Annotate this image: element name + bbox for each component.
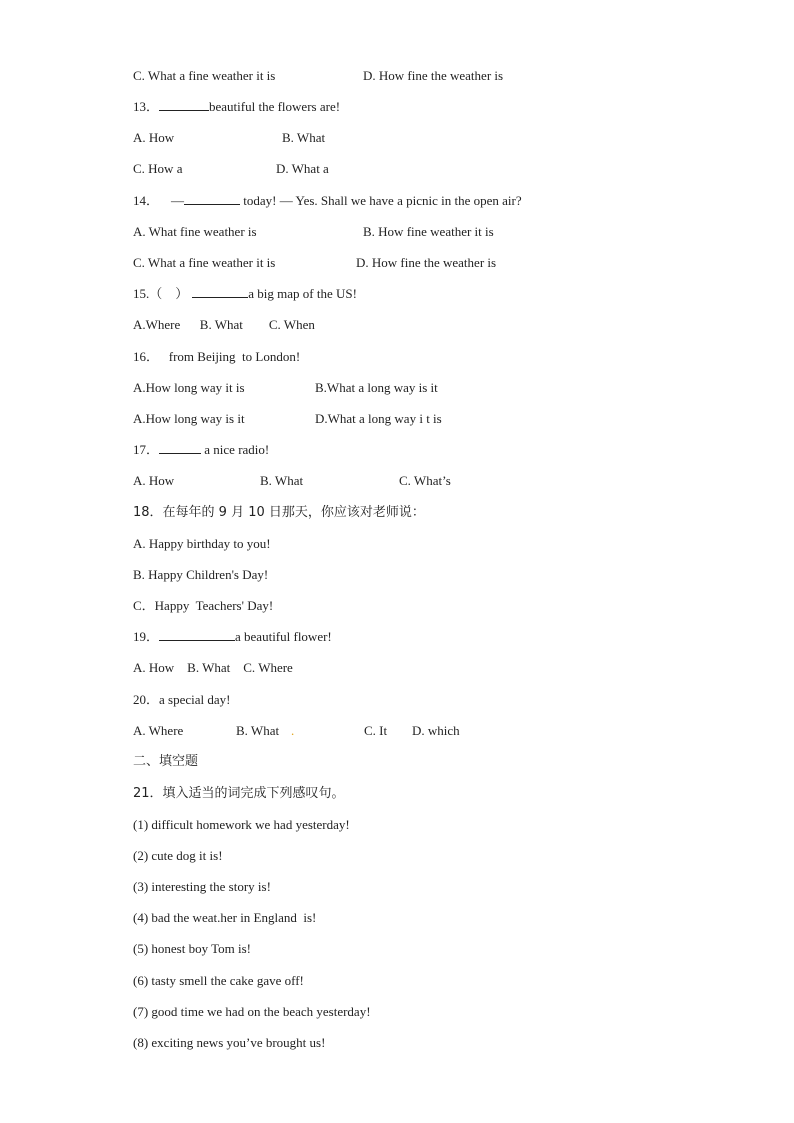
answer-blank <box>159 99 209 111</box>
options-row: A.Where B. What C. When <box>133 317 315 332</box>
sub-item-3: (3) interesting the story is! <box>133 879 271 894</box>
sub-item-2: (2) cute dog it is! <box>133 848 223 863</box>
question-21: 21．填入适当的词完成下列感叹句。 <box>133 786 345 801</box>
question-text: a big map of the US! <box>248 286 357 301</box>
question-text: beautiful the flowers are! <box>209 99 341 114</box>
option-a: A.How long way it is <box>133 380 245 395</box>
option-c: C. What a fine weather it is <box>133 255 276 270</box>
question-text: today! — Yes. Shall we have a picnic in the open air? <box>240 193 522 208</box>
option-a: A. Where <box>133 723 184 738</box>
option-b: B.What a long way is it <box>315 380 438 395</box>
question-18: 18．在每年的 9 月 10 日那天，你应该对老师说： <box>133 505 425 520</box>
question-number: 15.（ ） <box>133 286 189 301</box>
sub-item-6: (6) tasty smell the cake gave off! <box>133 973 304 988</box>
sub-item-1: (1) difficult homework we had yesterday! <box>133 817 350 832</box>
section-heading: 二、填空题 <box>133 754 199 769</box>
question-20: 20．a special day! <box>133 692 231 707</box>
dialogue-dash: — <box>171 193 185 208</box>
option-a: A. Happy birthday to you! <box>133 536 271 551</box>
question-number: 14． <box>133 193 160 208</box>
option-a: A. How <box>133 130 175 145</box>
question-text: a nice radio! <box>201 442 270 457</box>
option-d: D. What a <box>276 161 329 176</box>
sub-item-5: (5) honest boy Tom is! <box>133 941 252 956</box>
option-d: D.What a long way i t is <box>315 411 442 426</box>
answer-blank <box>159 442 201 454</box>
option-c: C. What’s <box>399 473 451 488</box>
option-a: A. What fine weather is <box>133 224 257 239</box>
answer-blank <box>159 629 235 641</box>
option-d: D. which <box>412 723 460 738</box>
sub-item-8: (8) exciting news you’ve brought us! <box>133 1035 326 1050</box>
question-13 <box>133 99 340 115</box>
option-b: B. How fine weather it is <box>363 224 494 239</box>
option-b: B. Happy Children's Day! <box>133 567 269 582</box>
option-c: C．Happy Teachers' Day! <box>133 598 274 613</box>
question-14 <box>133 193 522 209</box>
option-b: B. What <box>282 130 326 145</box>
sub-item-4: (4) bad the weat.her in England is! <box>133 910 317 925</box>
question-17 <box>133 442 269 458</box>
option-c: C. How a <box>133 161 183 176</box>
options-row: A. How B. What C. Where <box>133 660 293 675</box>
question-number: 17． <box>133 442 160 457</box>
option-c: C. What a fine weather it is <box>133 68 276 83</box>
answer-blank <box>192 286 248 298</box>
option-b: B. What <box>260 473 304 488</box>
option-d: D. How fine the weather is <box>356 255 497 270</box>
question-number: 13． <box>133 99 160 114</box>
question-number: 19． <box>133 629 160 644</box>
question-15 <box>133 286 357 302</box>
question-16: 16． from Beijing to London! <box>133 349 301 364</box>
option-c: C. It <box>364 723 388 738</box>
option-b: B. What <box>236 723 280 738</box>
option-a: A. How <box>133 473 175 488</box>
stray-mark: . <box>291 723 295 738</box>
option-d: D. How fine the weather is <box>363 68 504 83</box>
question-text: a beautiful flower! <box>235 629 332 644</box>
answer-blank <box>184 193 240 205</box>
option-c: A.How long way is it <box>133 411 245 426</box>
question-19 <box>133 629 332 645</box>
sub-item-7: (7) good time we had on the beach yesterday! <box>133 1004 371 1019</box>
